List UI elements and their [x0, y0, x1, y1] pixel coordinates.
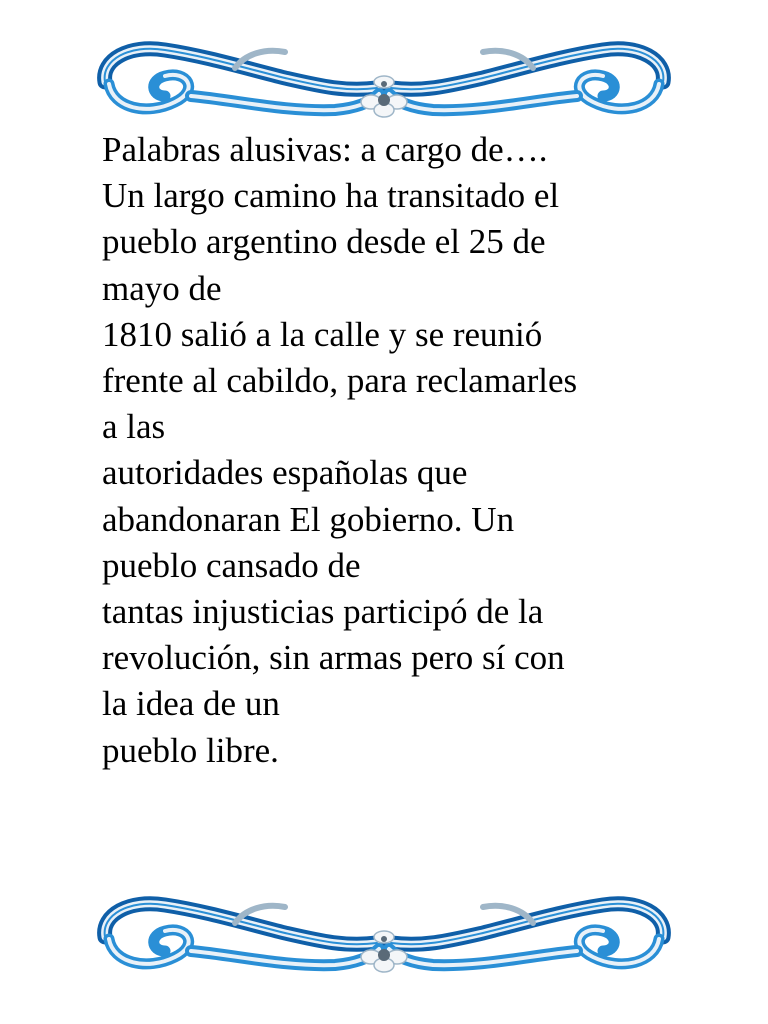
ribbon-right-half [389, 904, 663, 965]
text-line: 1810 salió a la calle y se reunió [102, 314, 543, 354]
text-line: autoridades españolas que [102, 453, 468, 493]
text-line: pueblo argentino desde el 25 de [102, 222, 546, 262]
top-ribbon-ornament [95, 38, 673, 126]
text-line: Palabras alusivas: a cargo de…. [102, 130, 548, 169]
alusive-words-text [102, 127, 702, 774]
text-line: frente al cabildo, para reclamarles [102, 361, 578, 401]
ribbon-left-half [105, 49, 379, 110]
text-line: Un largo camino ha transitado el [102, 176, 560, 216]
text-line: la idea de un [102, 684, 280, 724]
text-line: tantas injusticias participó de la [102, 592, 544, 632]
ribbon-right-half [389, 49, 663, 110]
text-line: abandonaran El gobierno. Un [102, 499, 515, 539]
bottom-ribbon-ornament [95, 893, 673, 981]
text-line: pueblo libre. [102, 730, 279, 770]
text-line: revolución, sin armas pero sí con [102, 638, 565, 678]
text-line: mayo de [102, 268, 222, 308]
text-line: pueblo cansado de [102, 545, 361, 585]
ribbon-left-half [105, 904, 379, 965]
text-line: a las [102, 407, 166, 447]
